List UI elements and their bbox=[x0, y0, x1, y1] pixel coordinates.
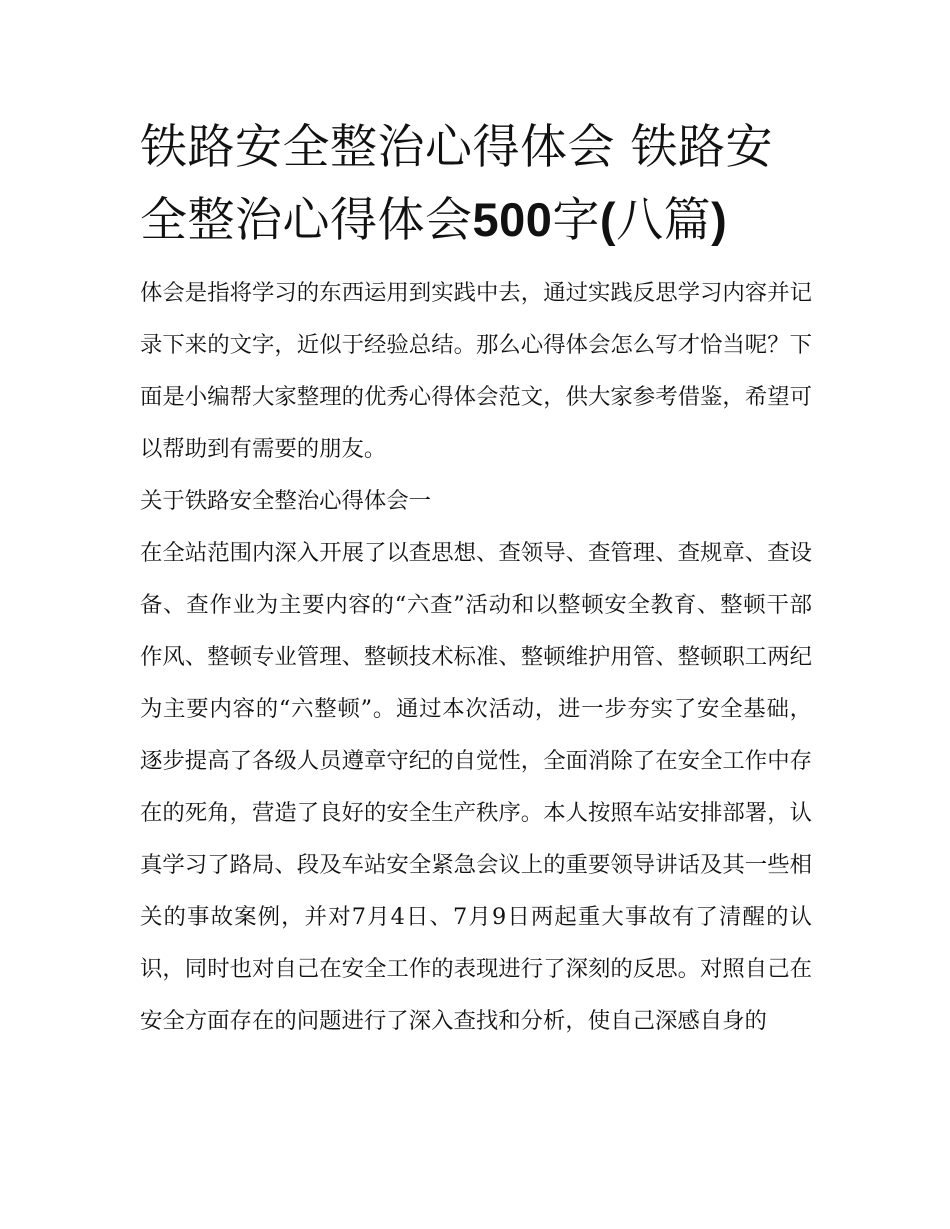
title-paren-open: ( bbox=[599, 193, 617, 246]
title-unit: 字 bbox=[552, 193, 600, 248]
title-text: 铁路安全整治心得体会 铁路安全整治心得体会 bbox=[140, 120, 773, 248]
intro-paragraph: 体会是指将学习的东西运用到实践中去，通过实践反思学习内容并记录下来的文字，近似于经验总结。那么心得体会怎么写才恰当呢？下面是小编帮大家整理的优秀心得体会范文，供大家参考借鉴，希望可以帮助到有需要的朋友。 bbox=[140, 280, 812, 462]
body-paragraph: 在全站范围内深入开展了以查思想、查领导、查管理、查规章、查设备、查作业为主要内容的“六查”活动和以整顿安全教育、整顿干部作风、整顿专业管理、整顿技术标准、整顿维护用管、整顿职工两纪为主要内容的“六整顿”。通过本次活动，进一步夯实了安全基础，逐步提高了各级人员遵章守纪的自觉性，全面消除了在安全工作中存在的死角，营造了良好的安全生产秩序。本人按照车站安排部署，认真学习了路局、段及车站安全紧急会议上的重要领导讲话及其一些相关的事故案例，并对7月4日、7月9日两起重大事故有了清醒的认识，同时也对自己在安全工作的表现进行了深刻的反思。对照自己在安全方面存在的问题进行了深入查找和分析，使自己深感自身的 bbox=[140, 540, 812, 1034]
section-heading: 关于铁路安全整治心得体会一 bbox=[140, 488, 432, 514]
title-count: 八篇 bbox=[616, 193, 712, 248]
document-content bbox=[140, 112, 812, 1047]
title-paren-close: ) bbox=[711, 193, 728, 246]
document-title bbox=[140, 112, 812, 257]
title-number: 500 bbox=[472, 193, 553, 246]
